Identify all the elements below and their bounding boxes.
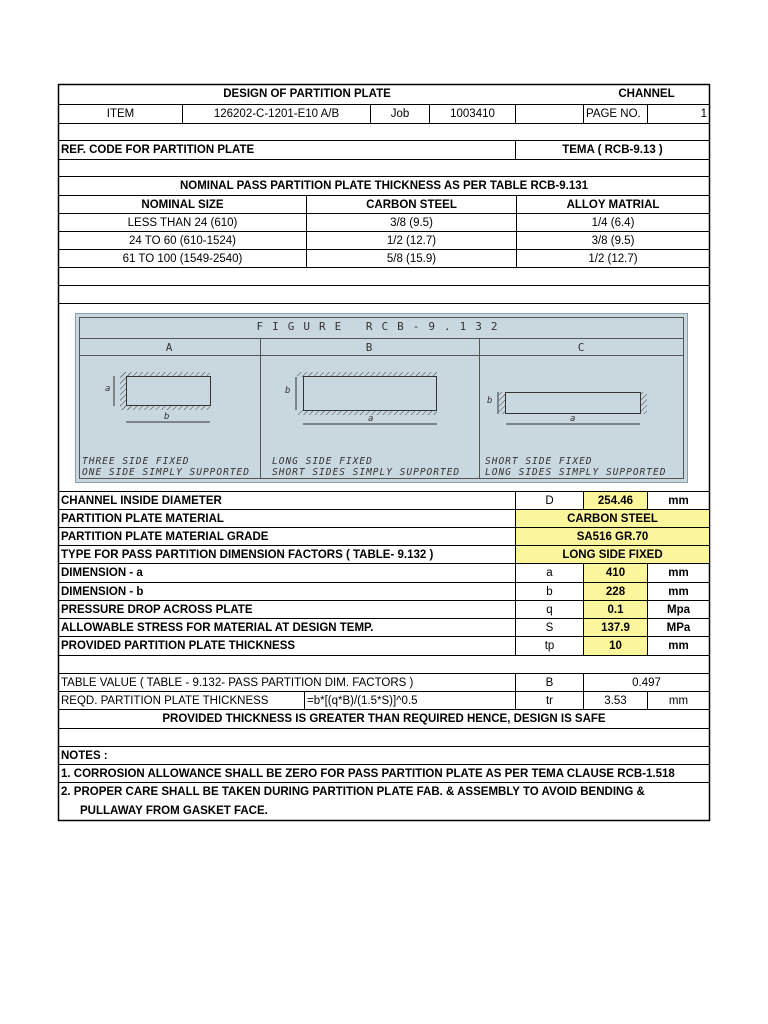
dim-a-label: DIMENSION - a: [61, 567, 143, 579]
reqd-thickness-formula: =b*[(q*B)/(1.5*S)]^0.5: [307, 695, 418, 707]
stress-unit: MPa: [666, 622, 691, 634]
panel-b-plate: [296, 372, 437, 424]
table-cell: LESS THAN 24 (610): [127, 217, 238, 229]
table-cell: 1/2 (12.7): [588, 253, 638, 265]
note-2: 2. PROPER CARE SHALL BE TAKEN DURING PARTITION PLATE FAB. & ASSEMBLY TO AVOID BENDING &: [61, 786, 645, 798]
dim-b-symbol: b: [546, 586, 553, 598]
section-name: CHANNEL: [618, 88, 675, 100]
panel-a-note-1: THREE SIDE FIXED: [82, 456, 190, 467]
diameter-symbol: D: [545, 495, 554, 507]
dim-a-unit: mm: [668, 567, 689, 579]
reqd-thickness-unit: mm: [668, 695, 689, 707]
pressure-label: PRESSURE DROP ACROSS PLATE: [61, 604, 253, 616]
figure-panel-c-label: C: [577, 341, 587, 354]
panel-c-dim-side: b: [487, 396, 493, 406]
pressure-value[interactable]: 0.1: [607, 604, 624, 616]
job-value: 1003410: [450, 108, 495, 120]
col-header-nominal-size: NOMINAL SIZE: [141, 199, 224, 211]
col-header-alloy: ALLOY MATRIAL: [566, 199, 660, 211]
dim-a-symbol: a: [546, 567, 553, 579]
stress-symbol: S: [545, 622, 554, 634]
thickness-value[interactable]: 10: [609, 640, 622, 652]
type-value[interactable]: LONG SIDE FIXED: [562, 549, 663, 561]
panel-b-dim-bottom: a: [368, 414, 374, 424]
reqd-thickness-symbol: tr: [545, 695, 554, 707]
table-cell: 5/8 (15.9): [386, 253, 437, 265]
page-value: 1: [700, 108, 707, 120]
figure-panel-b-label: B: [365, 341, 375, 354]
grade-label: PARTITION PLATE MATERIAL GRADE: [61, 531, 269, 543]
ref-code-value: TEMA ( RCB-9.13 ): [562, 144, 663, 156]
page-label: PAGE NO.: [586, 108, 641, 120]
notes-heading: NOTES :: [61, 750, 108, 762]
table-cell: 24 TO 60 (610-1524): [129, 235, 236, 247]
panel-a-dim-bottom: b: [164, 412, 170, 422]
sheet-title: DESIGN OF PARTITION PLATE: [223, 88, 391, 100]
design-conclusion: PROVIDED THICKNESS IS GREATER THAN REQUIRED HENCE, DESIGN IS SAFE: [162, 713, 606, 725]
panel-a-dim-side: a: [105, 384, 111, 394]
note-1: 1. CORROSION ALLOWANCE SHALL BE ZERO FOR PASS PARTITION PLATE AS PER TEMA CLAUSE RCB-1.518: [61, 768, 675, 780]
thickness-table-title: NOMINAL PASS PARTITION PLATE THICKNESS AS PER TABLE RCB-9.131: [179, 180, 589, 192]
table-value-value: 0.497: [632, 677, 661, 689]
dim-b-value[interactable]: 228: [605, 586, 626, 598]
table-cell: 61 TO 100 (1549-2540): [122, 253, 243, 265]
item-value: 126202-C-1201-E10 A/B: [213, 108, 340, 120]
reqd-thickness-value: 3.53: [604, 695, 627, 707]
table-cell: 3/8 (9.5): [390, 217, 433, 229]
panel-c-dim-bottom: a: [570, 414, 576, 424]
table-cell: 3/8 (9.5): [591, 235, 635, 247]
material-value[interactable]: CARBON STEEL: [567, 513, 658, 525]
job-label: Job: [390, 108, 410, 120]
item-label: ITEM: [106, 108, 135, 120]
thickness-symbol: tp: [544, 640, 555, 652]
reqd-thickness-label: REQD. PARTITION PLATE THICKNESS: [61, 695, 269, 707]
table-value-symbol: B: [545, 677, 554, 689]
grade-value[interactable]: SA516 GR.70: [576, 531, 649, 543]
figure-panel-a-label: A: [165, 341, 175, 354]
table-cell: 1/4 (6.4): [591, 217, 635, 229]
material-label: PARTITION PLATE MATERIAL: [61, 513, 224, 525]
panel-b-note-1: LONG SIDE FIXED: [272, 456, 373, 467]
diameter-value[interactable]: 254.46: [597, 495, 634, 507]
panel-c-note-2: LONG SIDES SIMPLY SUPPORTED: [485, 467, 667, 478]
thickness-label: PROVIDED PARTITION PLATE THICKNESS: [61, 640, 296, 652]
col-header-carbon-steel: CARBON STEEL: [366, 199, 457, 211]
panel-b-dim-side: b: [285, 386, 291, 396]
dim-a-value[interactable]: 410: [605, 567, 626, 579]
diameter-label: CHANNEL INSIDE DIAMETER: [61, 495, 222, 507]
figure-title: FIGURE RCB-9.132: [256, 320, 507, 333]
stress-value[interactable]: 137.9: [601, 622, 630, 634]
table-value-label: TABLE VALUE ( TABLE - 9.132- PASS PARTITION DIM. FACTORS ): [61, 677, 414, 689]
pressure-symbol: q: [546, 604, 553, 616]
dim-b-label: DIMENSION - b: [61, 586, 144, 598]
type-label: TYPE FOR PASS PARTITION DIMENSION FACTORS ( TABLE- 9.132 ): [61, 549, 434, 561]
panel-a-plate: [114, 372, 211, 422]
ref-code-label: REF. CODE FOR PARTITION PLATE: [61, 144, 255, 156]
table-cell: 1/2 (12.7): [386, 235, 437, 247]
figure-rcb-9-132: [75, 313, 688, 483]
pressure-unit: Mpa: [667, 604, 690, 616]
dim-b-unit: mm: [668, 586, 689, 598]
panel-b-note-2: SHORT SIDES SIMPLY SUPPORTED: [272, 467, 461, 478]
note-2-continued: PULLAWAY FROM GASKET FACE.: [80, 805, 268, 817]
thickness-unit: mm: [668, 640, 689, 652]
panel-c-note-1: SHORT SIDE FIXED: [485, 456, 593, 467]
diameter-unit: mm: [668, 495, 689, 507]
panel-a-note-2: ONE SIDE SIMPLY SUPPORTED: [82, 467, 250, 478]
stress-label: ALLOWABLE STRESS FOR MATERIAL AT DESIGN TEMP.: [61, 622, 374, 634]
